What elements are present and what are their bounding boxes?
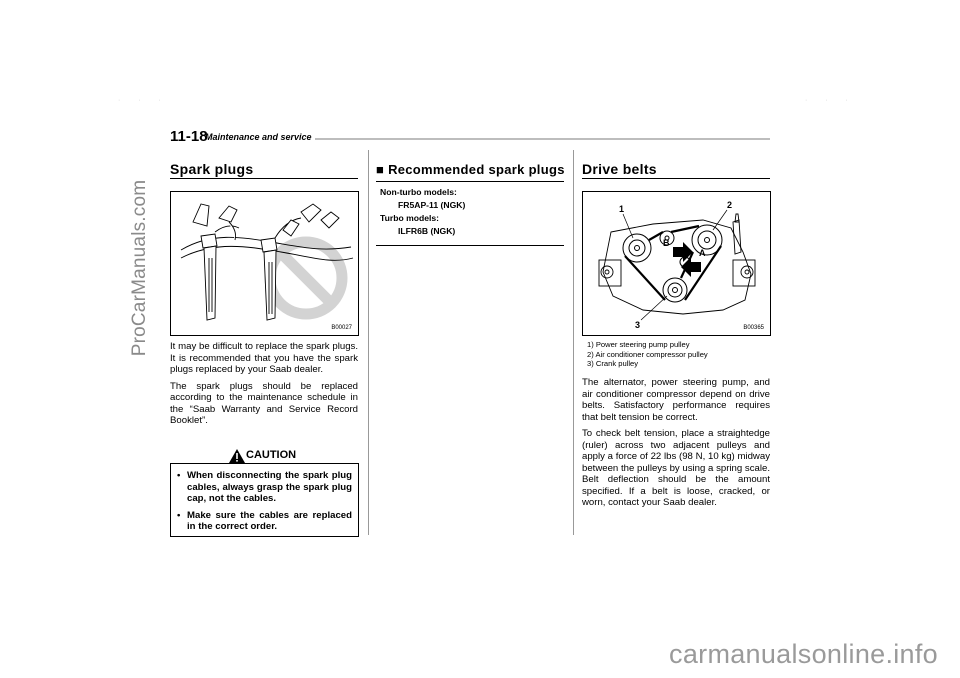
warning-triangle-icon (229, 449, 245, 463)
bullet-icon: • (177, 509, 181, 521)
label-2: 2 (727, 200, 733, 210)
column-divider-1 (368, 150, 369, 535)
drive-belts-body (582, 377, 770, 514)
corner-marks-right: · · · (805, 97, 856, 104)
prohibition-icon (270, 242, 342, 314)
spark-plug-figure (170, 191, 359, 336)
non-turbo-label: Non-turbo models: (380, 187, 457, 197)
recommended-heading: ■ Recommended spark plugs (376, 162, 565, 177)
spark-plug-specs (380, 186, 560, 238)
spark-plugs-body (170, 341, 358, 432)
recommended-bottom-rule (376, 245, 564, 246)
page-number: 11-18 (170, 128, 208, 145)
caution-header (229, 446, 319, 464)
label-b: B (663, 238, 670, 248)
drive-belt-figure (582, 191, 771, 336)
label-3: 3 (635, 320, 641, 330)
column-divider-2 (573, 150, 574, 535)
drive-belts-paragraph-1: The alternator, power steering pump, and air conditioner compressor depend on drive belts. Satisfactory performance requires that belt tension be correct. (582, 377, 770, 423)
bullet-icon: • (177, 470, 181, 481)
caution-list (175, 470, 352, 538)
pulley-legend (587, 340, 767, 369)
pulleys (623, 225, 722, 302)
legend-item: 3) Crank pulley (587, 359, 639, 368)
label-1: 1 (619, 204, 625, 214)
spark-plug-figure-code: B00027 (331, 325, 352, 331)
caution-item-text: Make sure the cables are replaced in the correct order. (187, 509, 352, 532)
spark-plugs-paragraph-2: The spark plugs should be replaced according to the maintenance schedule in the “Saab Warranty and Service Record Booklet”. (170, 380, 358, 426)
header-rule (315, 138, 770, 140)
caution-item-text: When disconnecting the spark plug cables, always grasp the spark plug cap, not the cables. (187, 470, 352, 504)
non-turbo-value: FR5AP-11 (NGK) (398, 200, 466, 210)
drive-belts-paragraph-2: To check belt tension, place a straightedge (ruler) across two adjacent pulleys and apply a force of 22 lbs (98 N, 10 kg) midway between the pulleys by using a spring scale. Belt deflection should be the amount specified. If a belt is loose, cracked, or worn, contact your Saab dealer. (582, 428, 770, 508)
drive-belts-heading: Drive belts (582, 161, 657, 177)
caution-item (175, 510, 352, 533)
spark-plugs-heading-rule (170, 178, 358, 179)
spark-plug-illustration (171, 192, 358, 335)
plug-boot-left (193, 204, 239, 320)
turbo-value: ILFR6B (NGK) (398, 226, 456, 236)
caution-box (170, 463, 359, 537)
side-watermark: ProCarManuals.com (129, 179, 150, 357)
caution-item (175, 470, 352, 505)
section-title: Maintenance and service (205, 132, 312, 142)
legend-item: 1) Power steering pump pulley (587, 340, 690, 349)
engine-belt-diagram (583, 192, 770, 335)
drive-belt-figure-code: B00365 (743, 325, 764, 331)
legend-item: 2) Air conditioner compressor pulley (587, 349, 708, 359)
bottom-watermark: carmanualsonline.info (669, 639, 938, 669)
recommended-top-rule (376, 181, 564, 182)
spark-plugs-paragraph-1: It may be difficult to replace the spark plugs. It is recommended that you have the spark plugs replaced by your Saab dealer. (170, 341, 358, 375)
label-a: A (699, 248, 706, 258)
spark-plugs-heading: Spark plugs (170, 161, 254, 177)
turbo-label: Turbo models: (380, 213, 440, 223)
drive-belts-heading-rule (582, 178, 770, 179)
corner-marks-left: · · · (118, 97, 169, 104)
caution-label: CAUTION (246, 449, 297, 461)
